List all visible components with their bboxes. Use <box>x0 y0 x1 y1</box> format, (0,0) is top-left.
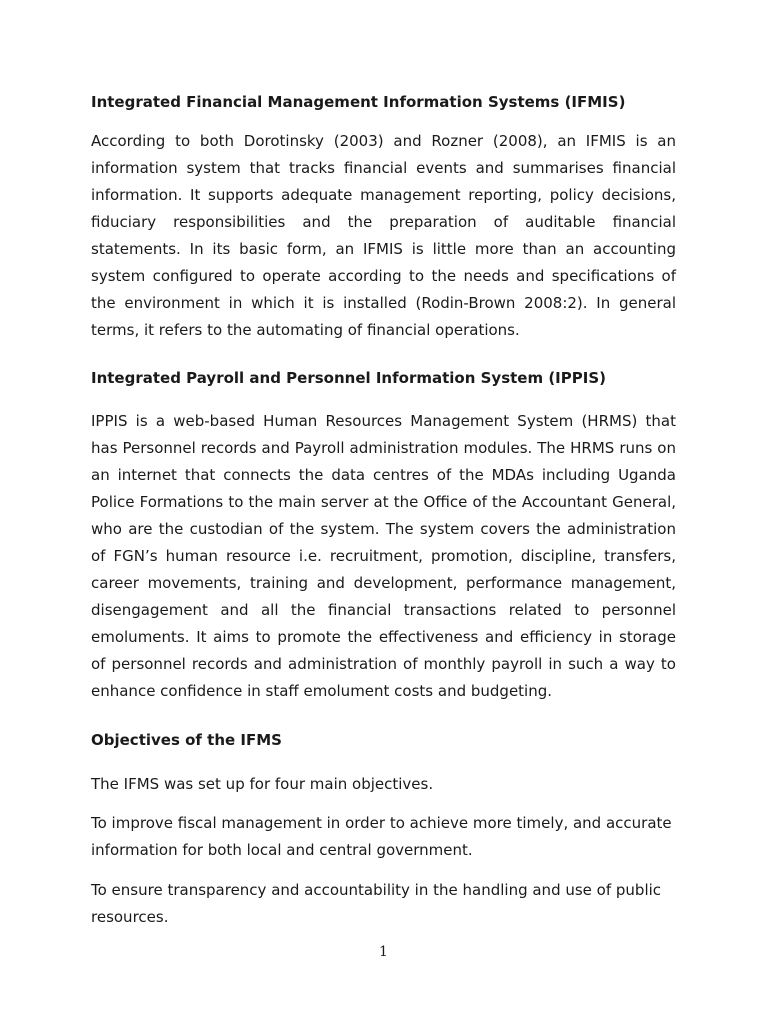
objective-item-1: To improve fiscal management in order to achieve more timely, and accurate information for both local and central government. <box>91 814 672 859</box>
objective-item-2: To ensure transparency and accountability in the handling and use of public resources. <box>91 881 662 926</box>
ippis-paragraph: IPPIS is a web-based Human Resources Management System (HRMS) that has Personnel records and Payroll administration modules. The HRMS runs on an internet that connects the data centres of the MDAs including Uganda Police Formations to the main server at the Office of the Accountant General, who are the custodian of the system. The system covers the administration of FGN’s human resource i.e. recruitment, promotion, discipline, transfers, career movements, training and development, performance management, disengagement and all the financial transactions related to personnel emoluments. It aims to promote the effectiveness and efficiency in storage of personnel records and administration of monthly payroll in such a way to enhance confidence in staff emolument costs and budgeting. <box>91 412 676 700</box>
objectives-heading: Objectives of the IFMS <box>91 731 282 749</box>
document-page <box>91 0 676 1024</box>
objectives-intro: The IFMS was set up for four main objectives. <box>91 775 434 793</box>
ifmis-heading: Integrated Financial Management Information Systems (IFMIS) <box>91 93 626 111</box>
page-number: 1 <box>379 944 388 960</box>
ifmis-paragraph: According to both Dorotinsky (2003) and Rozner (2008), an IFMIS is an information system that tracks financial events and summarises financial information. It supports adequate management reporting, policy decisions, fiduciary responsibilities and the preparation of auditable financial statements. In its basic form, an IFMIS is little more than an accounting system configured to operate according to the needs and specifications of the environment in which it is installed (Rodin-Brown 2008:2). In general terms, it refers to the automating of financial operations. <box>91 132 676 339</box>
ippis-heading: Integrated Payroll and Personnel Information System (IPPIS) <box>91 369 606 387</box>
